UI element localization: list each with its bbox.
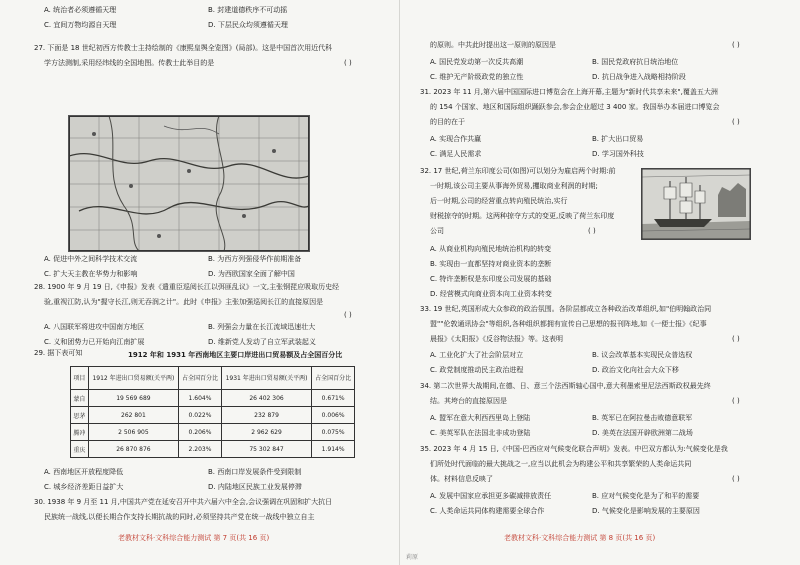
table-cell: 1.914% (312, 441, 355, 458)
q27-answer-paren: ( ) (344, 59, 352, 67)
q31-line-1: 31. 2023 年 11 月,第六届中国国际进口博览会在上海开幕,主题为"新时代共享未来",覆盖五大洲 (420, 88, 718, 96)
table-row (71, 407, 355, 424)
q28-line-2: 验,重视江防,认为"握守长江,则无吞润之计"。此时《申报》主张加强巡阅长江的直接原因是 (44, 298, 324, 306)
q30-line-2: 民族统一战线,以便长期合作支持长期抗战的同时,必须坚持共产党在统一战线中独立自主 (44, 513, 315, 521)
q29-line: 29. 据下表可知 (34, 349, 83, 357)
q32-option-b: B. 实现由一直都坚持对商业资本的垄断 (430, 260, 552, 268)
q33-line-3: 晨报》《太阳报》《反谷物法报》等。这表明 (430, 335, 563, 343)
table-row (71, 441, 355, 458)
q26-option-a: A. 统治者必须遵循天理 (44, 6, 117, 14)
q29-option-c: C. 城乡经济差距日益扩大 (44, 483, 124, 491)
q28-option-b: B. 列强会力量在长江流域迅速壮大 (208, 323, 316, 331)
q32-answer-paren: ( ) (588, 227, 596, 235)
q33-line-2: 盟""伦敦通讯协会"等组织,各种组织都拥有宣传自己思想的报刊阵地,如《一便士报》《纪事 (430, 320, 707, 328)
table-cell: 262 801 (88, 407, 178, 424)
q35-line-1: 35. 2023 年 4 月 15 日,《中国-巴西应对气候变化联合声明》发表。中巴双方都认为:气候变化是我 (420, 445, 728, 453)
q32-option-d: D. 经营模式向商业资本向工业资本转变 (430, 290, 552, 298)
q34-option-d: D. 美英在法国开辟欧洲第二战场 (592, 429, 693, 437)
table-cell: 0.671% (312, 390, 355, 407)
q32-line-3: 后一时期,公司的经营重点转向殖民统治,实行 (430, 197, 568, 205)
q31-option-a: A. 实现合作共赢 (430, 135, 482, 143)
q30-option-d: D. 抗日战争进入战略相持阶段 (592, 73, 686, 81)
kangxi-map-figure (68, 115, 310, 252)
table-cell: 0.022% (179, 407, 222, 424)
page-7-footer: 老教材文科·文科综合能力测试 第 7 页(共 16 页) (118, 534, 270, 542)
table-header-cell: 占全国百分比 (179, 367, 222, 390)
q35-line-3: 体。材料信息反映了 (430, 475, 493, 483)
q31-line-2: 的 154 个国家、地区和国际组织踊跃参会,参会企业超过 3 400 家。我国举办本届进口博览会 (430, 103, 720, 111)
q28-option-c: C. 义和团势力已开始向江南扩展 (44, 338, 145, 346)
q29-option-b: B. 西南口岸发展条件受到限制 (208, 468, 302, 476)
q26-option-d: D. 下层民众均须遵循天理 (208, 21, 288, 29)
q29-option-a: A. 西南地区开放程度降低 (44, 468, 124, 476)
table-cell: 2 962 629 (221, 424, 311, 441)
q28-line-1: 28. 1900 年 9 月 19 日,《申报》发表《遣重臣巡阅长江以弭匪乱议》一文,主张钢琵应吸取历史经 (34, 283, 340, 291)
table-cell: 19 569 689 (88, 390, 178, 407)
q32-option-c: C. 特许垄断权是东印度公司发展的基础 (430, 275, 552, 283)
q35-option-c: C. 人类命运共同体构建需要全球合作 (430, 507, 545, 515)
table-cell: 0.006% (312, 407, 355, 424)
q32-line-5: 公司 (430, 227, 444, 235)
q26-option-b: B. 封建道德秩序不可动摇 (208, 6, 288, 14)
q32-line-4: 财税掠夺的时期。这两种掠夺方式的变更,反映了荷兰东印度 (430, 212, 615, 220)
table-header-cell: 占全国百分比 (312, 367, 355, 390)
q32-option-a: A. 从商业机构向殖民地统治机构的转变 (430, 245, 552, 253)
table-header-row (71, 367, 355, 390)
table-cell: 26 402 306 (221, 390, 311, 407)
q35-option-b: B. 应对气候变化是为了和平的需要 (592, 492, 700, 500)
q26-option-c: C. 宜间万物均源自天理 (44, 21, 117, 29)
q35-option-a: A. 发展中国家应承担更多碳减排放责任 (430, 492, 552, 500)
q30-continued: 的原则。中共此时提出这一原则的原因是 (430, 41, 556, 49)
q31-option-c: C. 满足人民需求 (430, 150, 482, 158)
q34-option-a: A. 盟军在意大利西西里岛上登陆 (430, 414, 531, 422)
table-row (71, 424, 355, 441)
q35-answer-paren: ( ) (732, 475, 740, 483)
q27-option-c: C. 扩大天主教在华势力和影响 (44, 270, 138, 278)
q34-line-2: 结。其垮台的直接原因是 (430, 397, 507, 405)
table-cell: 1.604% (179, 390, 222, 407)
table-cell: 重庆 (71, 441, 89, 458)
q30-line-1: 30. 1938 年 9 月至 11 月,中国共产党在延安召开中共六届六中全会,会议强调在巩固和扩大抗日 (34, 498, 333, 506)
table-cell: 蒙自 (71, 390, 89, 407)
q33-option-a: A. 工业化扩大了社会阶层对立 (430, 351, 524, 359)
table-cell: 2.203% (179, 441, 222, 458)
q35-option-d: D. 气候变化是影响发展的主要原因 (592, 507, 700, 515)
q31-answer-paren: ( ) (732, 118, 740, 126)
east-india-company-ship-figure (641, 168, 751, 240)
table-cell: 0.206% (179, 424, 222, 441)
ship-drawing (642, 169, 750, 239)
trade-table (70, 366, 355, 458)
q34-line-1: 34. 第二次世界大战期间,在德、日、意三个法西斯轴心国中,意大利墨索里尼法西斯政权最先终 (420, 382, 711, 390)
q34-option-b: B. 英军已在阿拉曼击败德意联军 (592, 414, 693, 422)
q27-option-a: A. 促进中外之间科学技术交流 (44, 255, 138, 263)
q31-line-3: 的目的在于 (430, 118, 465, 126)
q34-option-c: C. 美英军队在法国北非成功登陆 (430, 429, 531, 437)
table-header-cell: 项目 (71, 367, 89, 390)
q28-option-a: A. 八国联军将进攻中国南方地区 (44, 323, 145, 331)
table-cell: 0.075% (312, 424, 355, 441)
q33-option-d: D. 政治文化向社会大众下移 (592, 366, 679, 374)
q27-line-1: 27. 下面是 18 世纪初西方传教士主持绘制的《康熙皇舆全览图》(局部)。这是中国首次用近代科 (34, 44, 333, 52)
q33-option-c: C. 政党制度推动民主政治进程 (430, 366, 524, 374)
page-8-footer: 老教材文科·文科综合能力测试 第 8 页(共 16 页) (504, 534, 656, 542)
q30-answer-paren: ( ) (732, 41, 740, 49)
q33-option-b: B. 议会改革基本实现民众普选权 (592, 351, 693, 359)
q28-option-d: D. 维新党人发动了自立军武装起义 (208, 338, 316, 346)
table-cell: 2 506 905 (88, 424, 178, 441)
q27-option-b: B. 为西方列强侵华作前期准备 (208, 255, 302, 263)
table-cell: 腾冲 (71, 424, 89, 441)
table-cell: 思茅 (71, 407, 89, 424)
table-header-cell: 1931 年进出口贸易额(关平两) (221, 367, 311, 390)
table-row (71, 390, 355, 407)
q33-answer-paren: ( ) (732, 335, 740, 343)
q27-line-2: 学方法测制,采用经纬线的全国地图。传教士此举目的是 (44, 59, 215, 67)
q33-line-1: 33. 19 世纪,英国形成大众参政的政治氛围。各阶层都成立各种政治改革组织,如"伯明翰政治同 (420, 305, 712, 313)
q30-option-b: B. 国民党政府抗日统治地位 (592, 58, 679, 66)
q29-option-d: D. 内陆地区民族工业发展停滞 (208, 483, 302, 491)
q28-answer-paren: ( ) (344, 311, 352, 319)
q30-option-c: C. 维护无产阶级政党的独立性 (430, 73, 524, 81)
table-cell: 232 879 (221, 407, 311, 424)
right-page (400, 0, 800, 565)
q31-option-b: B. 扩大出口贸易 (592, 135, 644, 143)
q30-option-a: A. 国民党发动第一次反共高潮 (430, 58, 524, 66)
q32-line-1: 32. 17 世纪,荷兰东印度公司(如图)可以划分为雇启两个时期:前 (420, 167, 616, 175)
q34-answer-paren: ( ) (732, 397, 740, 405)
map-drawing (69, 116, 309, 251)
q32-line-2: 一时期,该公司主要从事海外贸易,攫取商业利润的时期; (430, 182, 598, 190)
table-cell: 75 302 847 (221, 441, 311, 458)
q31-option-d: D. 学习国外科技 (592, 150, 644, 158)
q27-option-d: D. 为西欧国家全面了解中国 (208, 270, 295, 278)
table-header-cell: 1912 年进出口贸易额(关平两) (88, 367, 178, 390)
table-title: 1912 年和 1931 年西南地区主要口岸进出口贸易额及占全国百分比 (128, 351, 343, 359)
q35-line-2: 们所处时代面临的最大挑战之一,应当以此机会为构建公平和共享繁荣的人类命运共同 (430, 460, 692, 468)
table-cell: 26 870 876 (88, 441, 178, 458)
corner-mark: 莉原 (406, 554, 419, 561)
